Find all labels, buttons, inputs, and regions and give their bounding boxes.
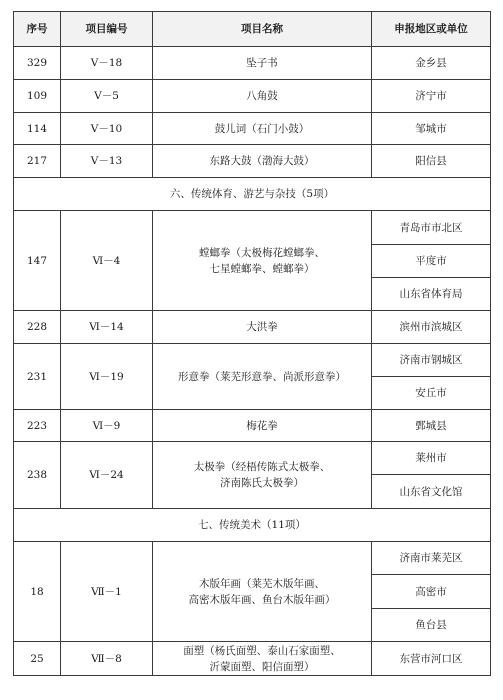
- cell-name: [153, 642, 372, 676]
- cell-name: 八角鼓: [153, 80, 372, 113]
- header-seq: 序号: [14, 12, 61, 47]
- table-row: [14, 642, 491, 676]
- cell-region: 滨州市滨城区: [372, 311, 491, 344]
- name-line: 螳螂拳（太极梅花螳螂拳、: [199, 246, 325, 259]
- heritage-list-table: [13, 11, 491, 676]
- name-line: 济南陈氏太极拳）: [220, 477, 304, 489]
- cell-seq: 25: [14, 642, 61, 676]
- cell-code: Ⅴ－10: [61, 113, 153, 145]
- header-code: 项目编号: [61, 12, 153, 47]
- cell-region: 平度市: [372, 245, 491, 278]
- cell-name: 东路大鼓（渤海大鼓）: [153, 145, 372, 178]
- cell-seq: 223: [14, 410, 61, 442]
- cell-code: Ⅶ－1: [61, 542, 153, 642]
- section-heading-7: 七、传统美术（11项）: [14, 509, 491, 542]
- table-row: [14, 47, 491, 80]
- cell-seq: 238: [14, 442, 61, 509]
- cell-region: 济南市莱芜区: [372, 542, 491, 575]
- section-row: [14, 509, 491, 542]
- cell-name: [153, 442, 372, 509]
- cell-code: Ⅵ－19: [61, 344, 153, 410]
- name-line: 高密木版年画、鱼台木版年画）: [188, 593, 336, 606]
- cell-code: Ⅵ－24: [61, 442, 153, 509]
- cell-name: [153, 542, 372, 642]
- cell-region: 鄄城县: [372, 410, 491, 442]
- cell-code: Ⅴ－5: [61, 80, 153, 113]
- cell-name: 大洪拳: [153, 311, 372, 344]
- cell-region: 山东省文化馆: [372, 475, 491, 509]
- table-row: [14, 211, 491, 245]
- name-line: 太极拳（经梧传陈式太极拳、: [193, 461, 331, 473]
- cell-region: 山东省体育局: [372, 278, 491, 311]
- name-line: 七星螳螂拳、螳螂拳）: [209, 262, 315, 275]
- table-row: [14, 80, 491, 113]
- cell-name: 鼓儿词（石门小鼓）: [153, 113, 372, 145]
- name-line: 木版年画（莱芜木版年画、: [199, 577, 325, 590]
- header-name: 项目名称: [153, 12, 372, 47]
- table-row: [14, 311, 491, 344]
- cell-name: [153, 211, 372, 311]
- cell-region: 高密市: [372, 575, 491, 609]
- cell-name: 形意拳（莱芜形意拳、尚派形意拳）: [153, 344, 372, 410]
- cell-seq: 217: [14, 145, 61, 178]
- cell-seq: 114: [14, 113, 61, 145]
- cell-seq: 147: [14, 211, 61, 311]
- cell-code: Ⅵ－4: [61, 211, 153, 311]
- name-line: 沂蒙面塑、阳信面塑）: [209, 660, 315, 673]
- cell-seq: 228: [14, 311, 61, 344]
- section-heading-6: 六、传统体育、游艺与杂技（5项）: [14, 178, 491, 211]
- cell-code: Ⅵ－9: [61, 410, 153, 442]
- table-row: [14, 542, 491, 575]
- cell-region: 安丘市: [372, 377, 491, 410]
- table-header-row: [14, 12, 491, 47]
- cell-region: 莱州市: [372, 442, 491, 475]
- cell-seq: 18: [14, 542, 61, 642]
- table-row: [14, 113, 491, 145]
- cell-seq: 231: [14, 344, 61, 410]
- cell-region: 金乡县: [372, 47, 491, 80]
- cell-name: 坠子书: [153, 47, 372, 80]
- cell-name: 梅花拳: [153, 410, 372, 442]
- table-row: [14, 145, 491, 178]
- table-row: [14, 344, 491, 377]
- cell-seq: 329: [14, 47, 61, 80]
- cell-code: Ⅶ－8: [61, 642, 153, 676]
- cell-code: Ⅴ－13: [61, 145, 153, 178]
- cell-code: Ⅴ－18: [61, 47, 153, 80]
- cell-region: 鱼台县: [372, 609, 491, 642]
- cell-region: 阳信县: [372, 145, 491, 178]
- header-region: 申报地区或单位: [372, 12, 491, 47]
- name-line: 面塑（杨氏面塑、泰山石家面塑、: [183, 644, 341, 657]
- cell-region: 济南市钢城区: [372, 344, 491, 377]
- cell-seq: 109: [14, 80, 61, 113]
- cell-code: Ⅵ－14: [61, 311, 153, 344]
- cell-region: 济宁市: [372, 80, 491, 113]
- cell-region: 青岛市市北区: [372, 211, 491, 245]
- cell-region: 东营市河口区: [372, 642, 491, 676]
- table-row: [14, 442, 491, 475]
- section-row: [14, 178, 491, 211]
- table-row: [14, 410, 491, 442]
- cell-region: 邹城市: [372, 113, 491, 145]
